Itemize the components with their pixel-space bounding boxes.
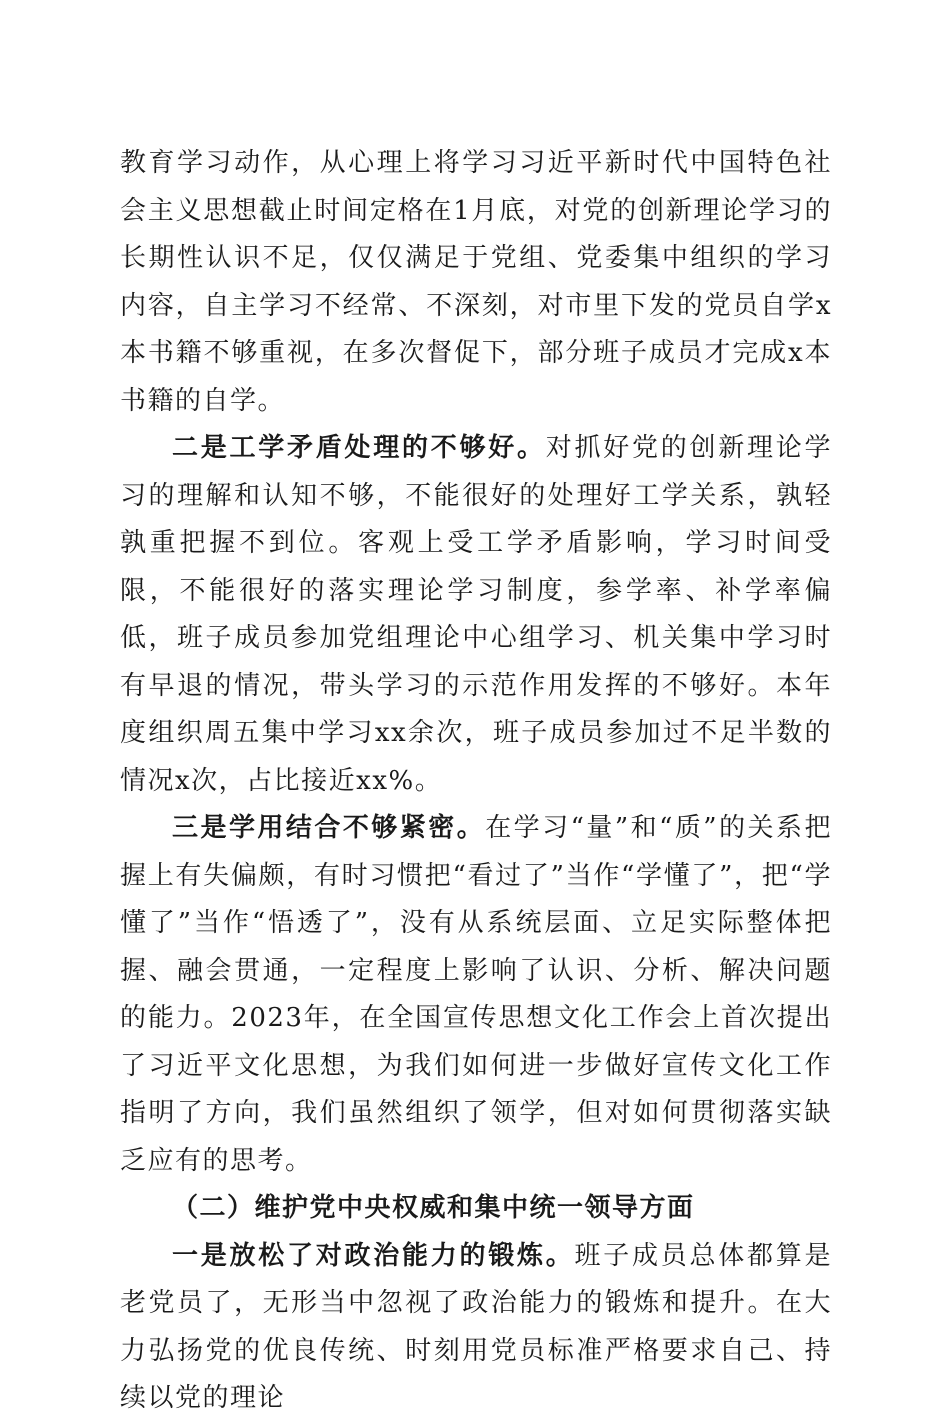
paragraph-lead: 二是工学矛盾处理的不够好。 bbox=[172, 433, 546, 463]
paragraph-text: 班子成员总体都算是老党员了，无形当中忽视了政治能力的锻炼和提升。在大力弘扬党的优良传统、时刻用党员标准严格要求自己、持续以党的理论 bbox=[120, 1240, 832, 1413]
document-body bbox=[120, 140, 832, 1423]
paragraph-text: 教育学习动作，从心理上将学习习近平新时代中国特色社会主义思想截止时间定格在1月底，对党的创新理论学习的长期性认识不足，仅仅满足于党组、党委集中组织的学习内容，自主学习不经常、不深刻，对市里下发的党员自学x本书籍不够重视，在多次督促下，部分班子成员才完成x本书籍的自学。 bbox=[120, 148, 832, 416]
paragraph-political-ability bbox=[120, 1233, 832, 1423]
paragraph-lead: 三是学用结合不够紧密。 bbox=[172, 813, 486, 843]
paragraph-lead: 一是放松了对政治能力的锻炼。 bbox=[172, 1240, 575, 1271]
section-heading: （二）维护党中央权威和集中统一领导方面 bbox=[172, 1193, 695, 1223]
paragraph-study-application bbox=[120, 805, 832, 1185]
paragraph-work-study-conflict bbox=[120, 425, 832, 805]
paragraph-text: 对抓好党的创新理论学习的理解和认知不够，不能很好的处理好工学关系，孰轻孰重把握不到位。客观上受工学矛盾影响，学习时间受限，不能很好的落实理论学习制度，参学率、补学率偏低，班子成员参加党组理论中心组学习、机关集中学习时有早退的情况，带头学习的示范作用发挥的不够好。本年度组织周五集中学习xx余次，班子成员参加过不足半数的情况x次，占比接近xx%。 bbox=[120, 433, 832, 796]
paragraph-continuation bbox=[120, 140, 832, 425]
paragraph-text: 在学习“量”和“质”的关系把握上有失偏颇，有时习惯把“看过了”当作“学懂了”，把“学懂了”当作“悟透了”，没有从系统层面、立足实际整体把握、融会贯通，一定程度上影响了认识、分析、解决问题的能力。2023年，在全国宣传思想文化工作会上首次提出了习近平文化思想，为我们如何进一步做好宣传文化工作指明了方向，我们虽然组织了领学，但对如何贯彻落实缺乏应有的思考。 bbox=[120, 813, 832, 1176]
